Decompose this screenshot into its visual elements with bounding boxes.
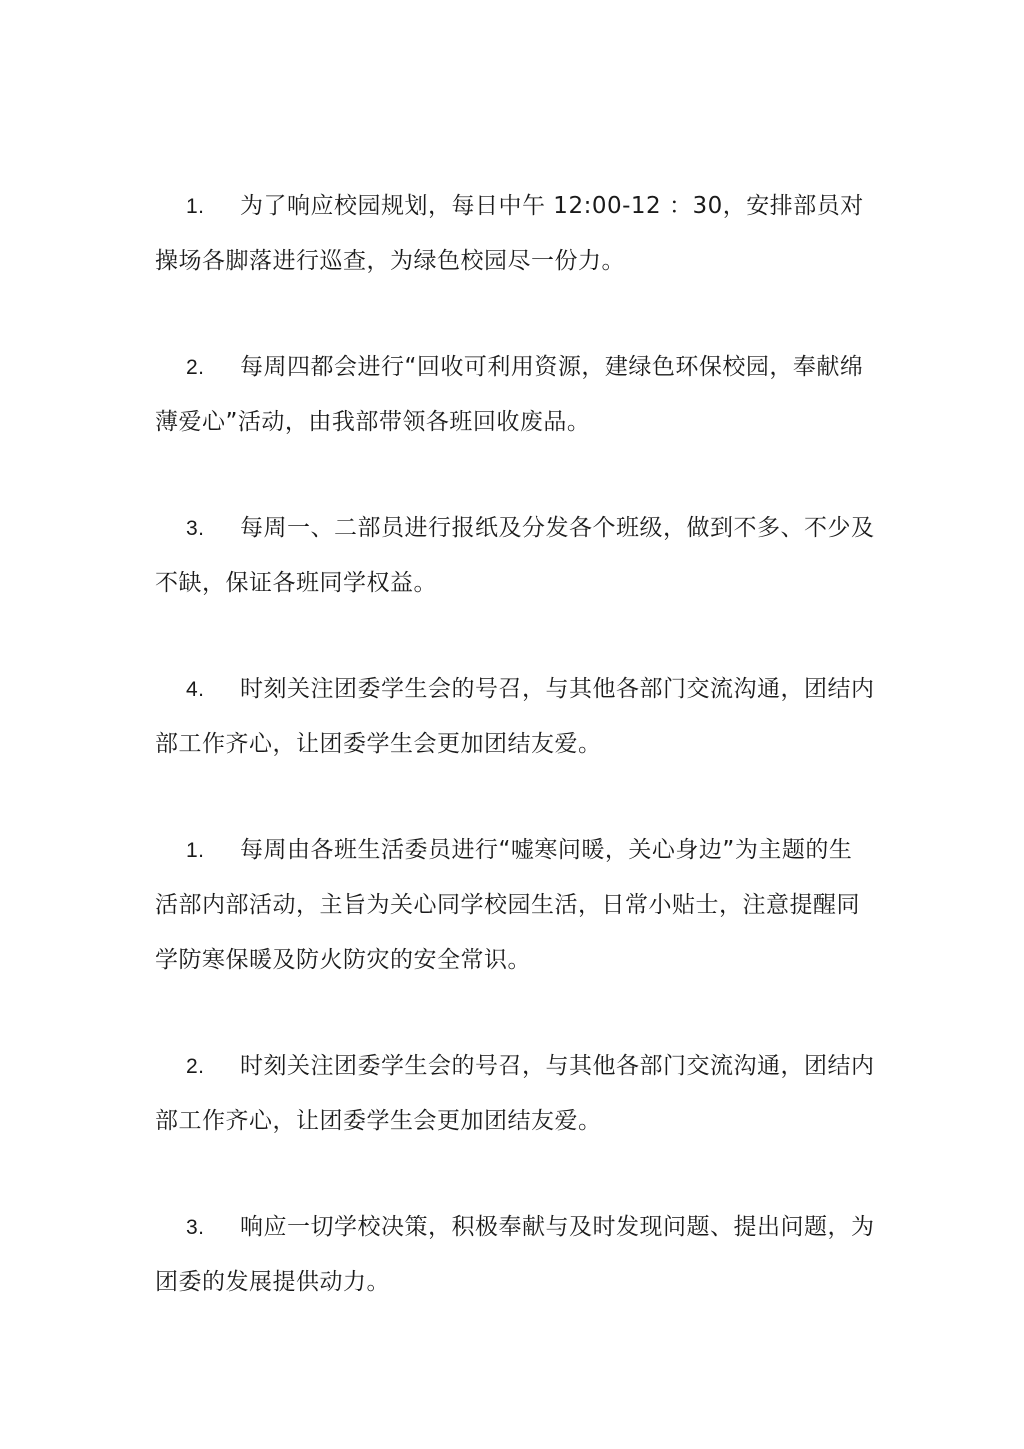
item-number: 3.: [186, 517, 205, 540]
item-text: 响应一切学校决策，积极奉献与及时发现问题、提出问题，为团委的发展提供动力。: [155, 1214, 875, 1295]
item-number: 2.: [186, 1055, 205, 1078]
list-item: [155, 501, 875, 611]
list-item: [155, 340, 875, 450]
item-text: 为了响应校园规划，每日中午 12:00-12 ：30，安排部员对操场各脚落进行巡查，为绿色校园尽一份力。: [155, 193, 864, 274]
list-item: [155, 1039, 875, 1149]
item-text: 每周四都会进行“回收可利用资源，建绿色环保校园，奉献绵薄爱心”活动，由我部带领各班回收废品。: [155, 354, 864, 435]
item-text: 每周由各班生活委员进行“嘘寒问暖，关心身边”为主题的生活部内部活动，主旨为关心同学校园生活，日常小贴士，注意提醒同学防寒保暖及防火防灾的安全常识。: [155, 837, 860, 973]
item-number: 4.: [186, 678, 205, 701]
item-text: 时刻关注团委学生会的号召，与其他各部门交流沟通，团结内部工作齐心，让团委学生会更加团结友爱。: [155, 1053, 875, 1134]
item-number: 1.: [186, 839, 205, 862]
item-number: 3.: [186, 1216, 205, 1239]
item-text: 每周一、二部员进行报纸及分发各个班级，做到不多、不少及不缺，保证各班同学权益。: [155, 515, 875, 596]
item-number: 2.: [186, 356, 205, 379]
item-text: 时刻关注团委学生会的号召，与其他各部门交流沟通，团结内部工作齐心，让团委学生会更加团结友爱。: [155, 676, 875, 757]
list-item: [155, 662, 875, 772]
list-item: [155, 823, 875, 988]
list-item: [155, 1200, 875, 1310]
list-item: [155, 179, 875, 289]
item-number: 1.: [186, 195, 205, 218]
